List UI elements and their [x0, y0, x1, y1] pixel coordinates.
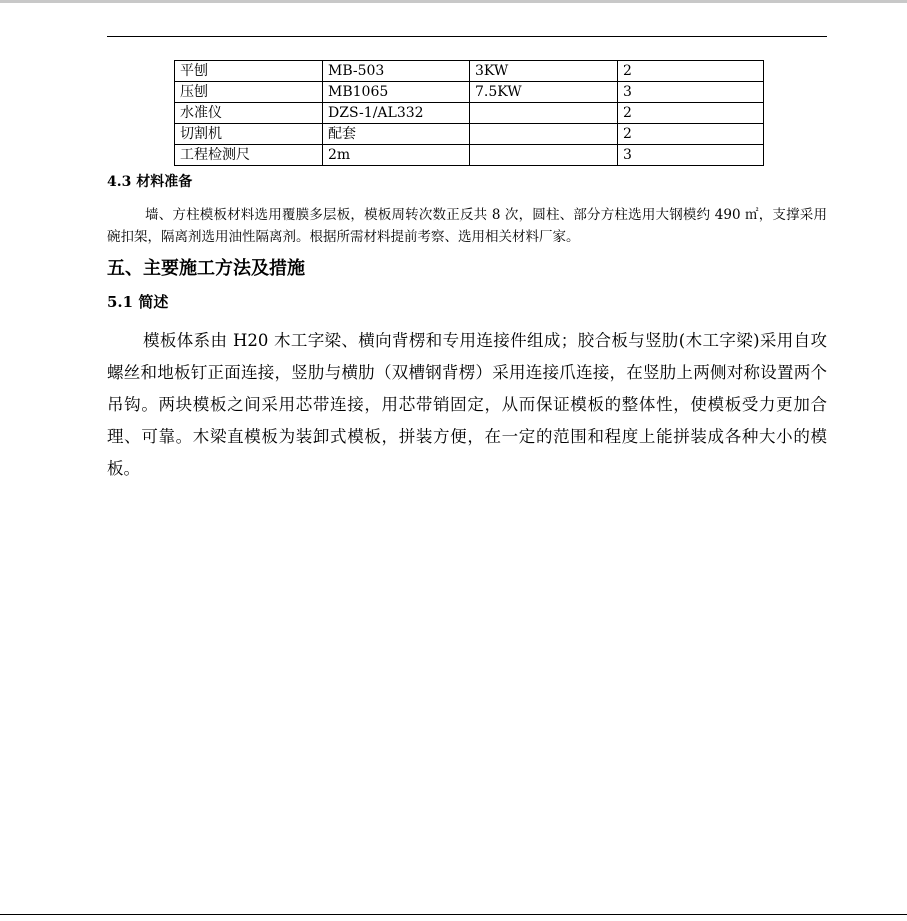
table-cell: 工程检测尺 — [175, 145, 323, 166]
table-cell: 7.5KW — [470, 82, 618, 103]
table-cell: MB-503 — [323, 61, 470, 82]
section-5-1-heading: 5.1 简述 — [107, 293, 169, 311]
table-cell: 2 — [618, 124, 764, 145]
table-cell: 2 — [618, 103, 764, 124]
table-cell: 水准仪 — [175, 103, 323, 124]
header-rule — [107, 36, 827, 37]
footer-rule — [0, 914, 907, 915]
table-cell: 压刨 — [175, 82, 323, 103]
table-cell: 3 — [618, 82, 764, 103]
table-row — [175, 103, 764, 124]
table-row — [175, 124, 764, 145]
table-cell: 配套 — [323, 124, 470, 145]
page-top-edge — [0, 0, 907, 3]
table-cell: 3KW — [470, 61, 618, 82]
table-cell: MB1065 — [323, 82, 470, 103]
table-cell: 2m — [323, 145, 470, 166]
table-row — [175, 61, 764, 82]
chapter-5-heading: 五、主要施工方法及措施 — [107, 258, 305, 279]
table-cell: 平刨 — [175, 61, 323, 82]
table-row — [175, 145, 764, 166]
section-4-3-heading: 4.3 材料准备 — [107, 174, 193, 190]
table-cell — [470, 145, 618, 166]
section-5-1-paragraph: 模板体系由 H20 木工字梁、横向背楞和专用连接件组成；胶合板与竖肋(木工字梁)采用自攻螺丝和地板钉正面连接，竖肋与横肋（双槽钢背楞）采用连接爪连接，在竖肋上两侧对称设置两个吊钩。两块模板之间采用芯带连接，用芯带销固定，从而保证模板的整体性，使模板受力更加合理、可靠。木梁直模板为装卸式模板，拼装方便，在一定的范围和程度上能拼装成各种大小的模板。 — [107, 331, 827, 478]
table-cell — [470, 124, 618, 145]
table-cell: 切割机 — [175, 124, 323, 145]
section-4-3-paragraph: 墙、方柱模板材料选用覆膜多层板，模板周转次数正反共 8 次，圆柱、部分方柱选用大钢模约 490 ㎡，支撑采用碗扣架，隔离剂选用油性隔离剂。根据所需材料提前考察、选用相关材料厂家。 — [107, 207, 827, 245]
table-cell: 2 — [618, 61, 764, 82]
equipment-table — [174, 60, 764, 166]
table-row — [175, 82, 764, 103]
table-cell — [470, 103, 618, 124]
table-cell: 3 — [618, 145, 764, 166]
table-cell: DZS-1/AL332 — [323, 103, 470, 124]
